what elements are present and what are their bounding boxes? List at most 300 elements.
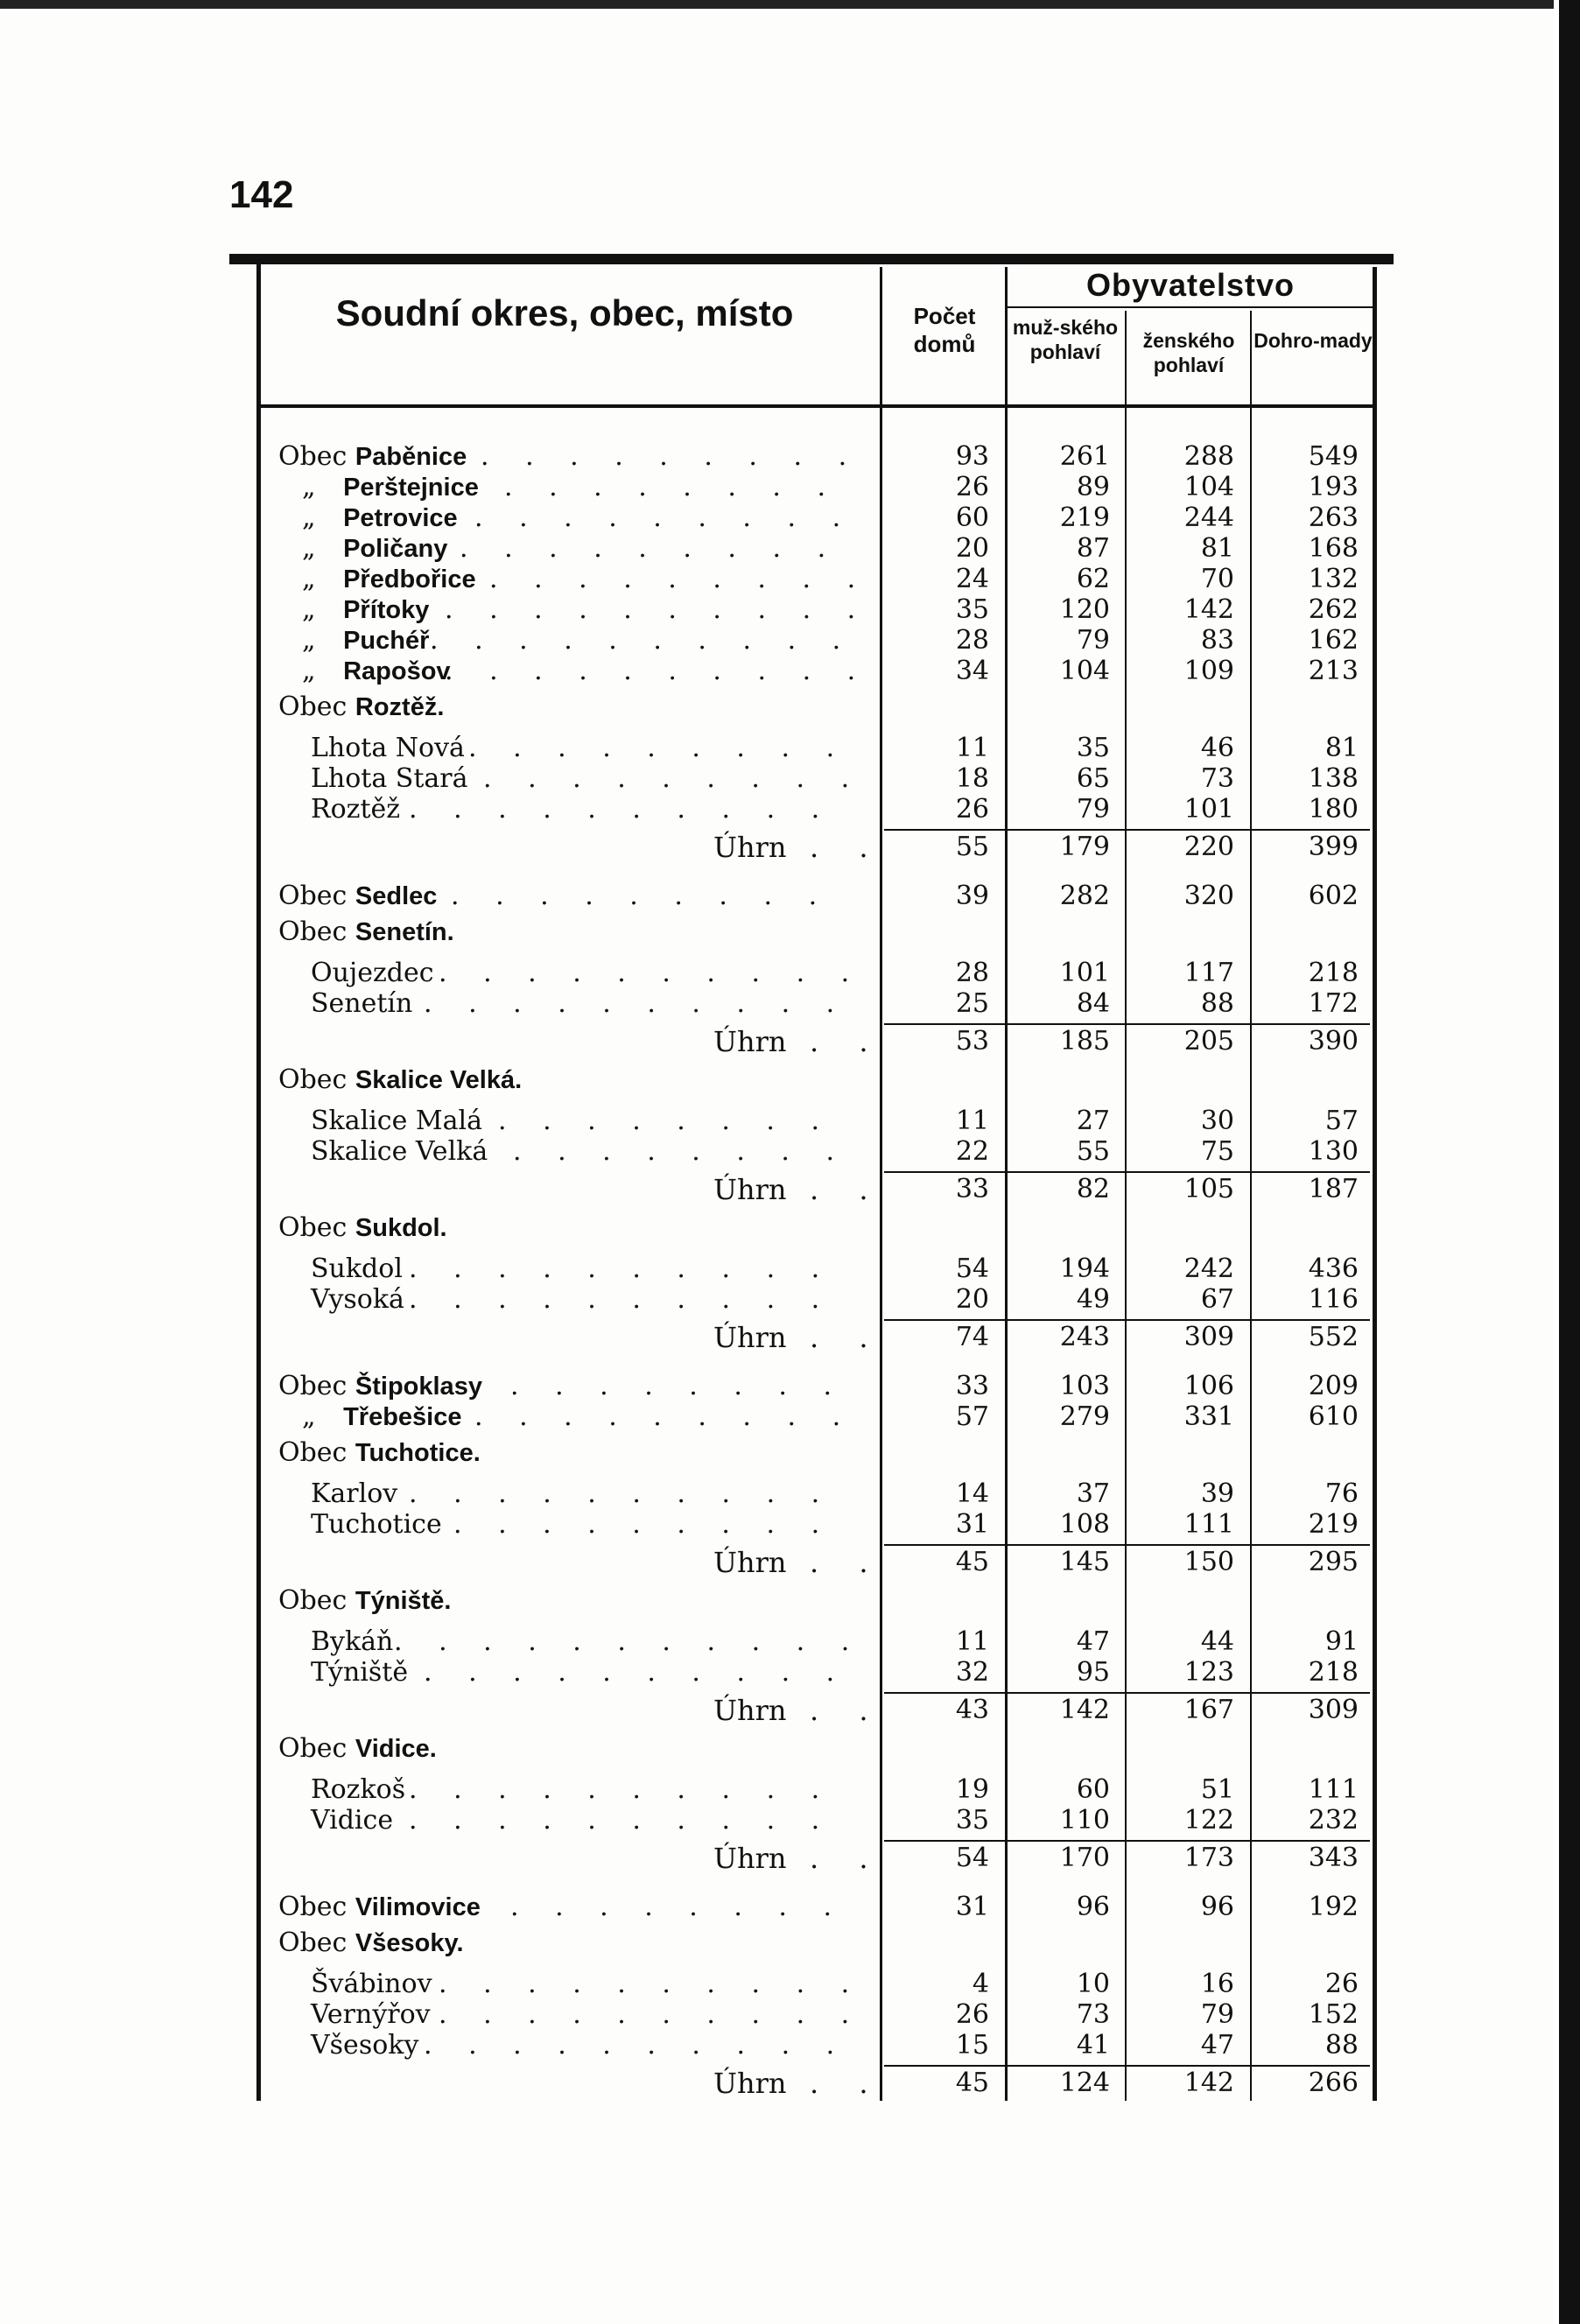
houses-value: 34 bbox=[955, 656, 989, 686]
row-prefix: Obec bbox=[278, 1927, 355, 1958]
leader-dots: . . . . . . . . . . bbox=[439, 958, 864, 988]
male-value: 87 bbox=[1076, 533, 1110, 564]
houses-value: 22 bbox=[955, 1136, 989, 1167]
row-prefix: Obec bbox=[278, 916, 355, 947]
table-row bbox=[0, 1806, 1580, 1836]
leader-dots: . . . . . . . . bbox=[513, 1137, 849, 1167]
houses-value: 93 bbox=[955, 441, 989, 472]
female-value: 104 bbox=[1183, 472, 1234, 502]
row-prefix: „ bbox=[302, 594, 325, 625]
row-label bbox=[302, 626, 429, 656]
leader-dots: . . . . . . . . . . . bbox=[394, 1627, 864, 1657]
place-name: Puchéř bbox=[343, 627, 430, 655]
houses-value: 26 bbox=[955, 1999, 989, 2030]
houses-value: 14 bbox=[955, 1478, 989, 1509]
table-row bbox=[0, 1479, 1580, 1509]
place-name: Všesoky. bbox=[355, 1929, 464, 1957]
houses-value: 11 bbox=[955, 733, 989, 763]
table-row bbox=[0, 795, 1580, 825]
group-row bbox=[0, 1438, 1580, 1468]
female-value: 122 bbox=[1183, 1805, 1234, 1836]
total-label: Úhrn bbox=[713, 1321, 787, 1354]
total-value: 192 bbox=[1308, 1892, 1359, 1922]
row-prefix: Obec bbox=[278, 881, 355, 911]
female-value: 73 bbox=[1200, 763, 1234, 794]
table-top-rule bbox=[229, 254, 1394, 264]
male-value: 108 bbox=[1059, 1509, 1110, 1540]
houses-value: 35 bbox=[955, 594, 989, 625]
houses-value: 19 bbox=[955, 1774, 989, 1805]
houses-value: 26 bbox=[955, 794, 989, 825]
leader-dots: . . . . . . . . . . bbox=[439, 1969, 864, 1999]
male-value: 243 bbox=[1059, 1322, 1110, 1352]
sum-rule bbox=[884, 2065, 1370, 2067]
male-value: 261 bbox=[1059, 441, 1110, 472]
total-value: 436 bbox=[1308, 1253, 1359, 1284]
sum-rule bbox=[884, 1171, 1370, 1173]
row-prefix: „ bbox=[302, 502, 325, 533]
place-name: Švábinov bbox=[311, 1969, 432, 1999]
female-value: 67 bbox=[1200, 1284, 1234, 1315]
place-name: Skalice Velká. bbox=[355, 1066, 523, 1094]
male-value: 35 bbox=[1076, 733, 1110, 763]
total-row bbox=[0, 2068, 1580, 2098]
female-value: 331 bbox=[1183, 1401, 1234, 1432]
total-value: 88 bbox=[1324, 2030, 1359, 2061]
column-header-place: Soudní okres, obec, místo bbox=[335, 292, 794, 334]
place-name: Tuchotice. bbox=[355, 1439, 481, 1467]
houses-value: 53 bbox=[955, 1026, 989, 1057]
male-value: 219 bbox=[1059, 502, 1110, 533]
leader-dots: . . bbox=[810, 831, 884, 864]
row-prefix: Obec bbox=[278, 1371, 355, 1401]
female-value: 96 bbox=[1200, 1892, 1234, 1922]
total-label: Úhrn bbox=[713, 1173, 787, 1206]
total-label: Úhrn bbox=[713, 1025, 787, 1058]
sum-rule bbox=[884, 829, 1370, 831]
group-row bbox=[0, 1734, 1580, 1764]
page-number: 142 bbox=[229, 173, 294, 216]
male-value: 124 bbox=[1059, 2068, 1110, 2098]
female-value: 320 bbox=[1183, 881, 1234, 911]
row-label bbox=[278, 1372, 482, 1401]
leader-dots: . . . . . . . . . . bbox=[424, 2031, 849, 2061]
male-value: 120 bbox=[1059, 594, 1110, 625]
row-prefix: Obec bbox=[278, 441, 355, 472]
female-value: 44 bbox=[1200, 1626, 1234, 1657]
table-row bbox=[0, 565, 1580, 594]
table-row bbox=[0, 734, 1580, 763]
total-value: 91 bbox=[1324, 1626, 1359, 1657]
male-value: 73 bbox=[1076, 1999, 1110, 2030]
leader-dots: . . . . . . . . . bbox=[474, 503, 855, 533]
female-value: 150 bbox=[1183, 1547, 1234, 1577]
sum-rule bbox=[884, 1544, 1370, 1546]
table-row bbox=[0, 473, 1580, 502]
female-value: 220 bbox=[1183, 832, 1234, 862]
female-value: 242 bbox=[1183, 1253, 1234, 1284]
row-label bbox=[278, 1438, 481, 1468]
leader-dots: . . . . . . . . . . bbox=[409, 795, 834, 825]
total-value: 218 bbox=[1308, 1657, 1359, 1688]
total-value: 213 bbox=[1308, 656, 1359, 686]
houses-value: 55 bbox=[955, 832, 989, 862]
total-value: 168 bbox=[1308, 533, 1359, 564]
male-value: 10 bbox=[1076, 1969, 1110, 1999]
place-name: Lhota Stará bbox=[311, 763, 468, 794]
total-value: 180 bbox=[1308, 794, 1359, 825]
male-value: 194 bbox=[1059, 1253, 1110, 1284]
place-name: Sukdol. bbox=[355, 1214, 447, 1242]
row-label bbox=[278, 1586, 451, 1616]
total-value: 549 bbox=[1308, 441, 1359, 472]
table-row bbox=[0, 503, 1580, 533]
total-value: 26 bbox=[1324, 1969, 1359, 1999]
table-row bbox=[0, 442, 1580, 472]
houses-value: 35 bbox=[955, 1805, 989, 1836]
total-value: 187 bbox=[1308, 1174, 1359, 1204]
place-name: Štipoklasy bbox=[355, 1373, 482, 1401]
row-prefix: Obec bbox=[278, 1733, 355, 1764]
total-label: Úhrn bbox=[713, 1546, 787, 1579]
column-header-male: muž-ského pohlaví bbox=[1012, 316, 1119, 363]
row-prefix: Obec bbox=[278, 1585, 355, 1616]
female-value: 106 bbox=[1183, 1371, 1234, 1401]
total-value: 390 bbox=[1308, 1026, 1359, 1057]
place-name: Vidice. bbox=[355, 1735, 437, 1763]
houses-value: 39 bbox=[955, 881, 989, 911]
houses-value: 28 bbox=[955, 625, 989, 656]
total-value: 116 bbox=[1308, 1284, 1359, 1315]
leader-dots: . . . . . . . . . . bbox=[409, 1285, 834, 1315]
total-row bbox=[0, 1548, 1580, 1577]
houses-value: 20 bbox=[955, 533, 989, 564]
total-row bbox=[0, 1027, 1580, 1057]
leader-dots: . . bbox=[810, 1694, 884, 1727]
female-value: 51 bbox=[1200, 1774, 1234, 1805]
table-row bbox=[0, 989, 1580, 1019]
leader-dots: . . . . . . . . . bbox=[451, 881, 832, 911]
houses-value: 32 bbox=[955, 1657, 989, 1688]
table-row bbox=[0, 534, 1580, 564]
houses-value: 45 bbox=[955, 2068, 989, 2098]
male-value: 49 bbox=[1076, 1284, 1110, 1315]
place-name: Všesoky bbox=[311, 2030, 419, 2061]
place-name: Bykáň bbox=[311, 1626, 394, 1657]
leader-dots: . . . . . . . . . . bbox=[439, 2000, 864, 2030]
female-value: 30 bbox=[1200, 1106, 1234, 1136]
houses-value: 43 bbox=[955, 1695, 989, 1725]
houses-value: 31 bbox=[955, 1509, 989, 1540]
male-value: 62 bbox=[1076, 564, 1110, 594]
total-label: Úhrn bbox=[713, 831, 787, 864]
total-value: 602 bbox=[1308, 881, 1359, 911]
table-row bbox=[0, 1775, 1580, 1805]
total-value: 209 bbox=[1308, 1371, 1359, 1401]
place-name: Rozkoš bbox=[311, 1774, 406, 1805]
place-name: Přítoky bbox=[343, 596, 430, 624]
row-label bbox=[278, 442, 467, 472]
total-value: 552 bbox=[1308, 1322, 1359, 1352]
leader-dots: . . . . . . . . . . bbox=[409, 1479, 834, 1509]
column-header-female: ženského pohlaví bbox=[1142, 329, 1235, 376]
total-value: 111 bbox=[1308, 1774, 1359, 1805]
total-value: 172 bbox=[1308, 988, 1359, 1019]
sum-rule bbox=[884, 1023, 1370, 1025]
table-row bbox=[0, 881, 1580, 911]
group-row bbox=[0, 917, 1580, 947]
table-row bbox=[0, 656, 1580, 686]
male-value: 47 bbox=[1076, 1626, 1110, 1657]
total-value: 138 bbox=[1308, 763, 1359, 794]
female-value: 167 bbox=[1183, 1695, 1234, 1725]
place-name: Senetín bbox=[311, 988, 413, 1019]
total-label: Úhrn bbox=[713, 1842, 787, 1875]
place-name: Vernýřov bbox=[311, 1999, 431, 2030]
table-row bbox=[0, 764, 1580, 794]
row-label bbox=[278, 692, 444, 722]
male-value: 65 bbox=[1076, 763, 1110, 794]
sum-rule bbox=[884, 1840, 1370, 1842]
place-name: Skalice Malá bbox=[311, 1106, 482, 1136]
place-name: Roztěž bbox=[311, 794, 401, 825]
total-value: 76 bbox=[1324, 1478, 1359, 1509]
male-value: 82 bbox=[1076, 1174, 1110, 1204]
place-name: Perštejnice bbox=[343, 474, 479, 502]
group-header-rule bbox=[1007, 306, 1374, 308]
total-value: 343 bbox=[1308, 1843, 1359, 1873]
leader-dots: . . . . . . . . bbox=[510, 1892, 846, 1922]
male-value: 27 bbox=[1076, 1106, 1110, 1136]
leader-dots: . . bbox=[810, 2067, 884, 2100]
place-name: Předbořice bbox=[343, 565, 476, 593]
male-value: 37 bbox=[1076, 1478, 1110, 1509]
female-value: 83 bbox=[1200, 625, 1234, 656]
female-value: 205 bbox=[1183, 1026, 1234, 1057]
total-value: 57 bbox=[1324, 1106, 1359, 1136]
leader-dots: . . bbox=[810, 1321, 884, 1354]
table-row bbox=[0, 1254, 1580, 1284]
leader-dots: . . bbox=[810, 1173, 884, 1206]
leader-dots: . . . . . . . . bbox=[504, 473, 840, 502]
group-row bbox=[0, 1213, 1580, 1243]
group-row bbox=[0, 1586, 1580, 1616]
table-row bbox=[0, 1372, 1580, 1401]
leader-dots: . . . . . . . . . . bbox=[409, 1775, 834, 1805]
place-name: Petrovice bbox=[343, 504, 458, 532]
column-header-houses: Počet domů bbox=[913, 303, 976, 357]
leader-dots: . . . . . . . . . bbox=[489, 565, 870, 594]
row-prefix: Obec bbox=[278, 692, 355, 722]
row-label bbox=[278, 1213, 447, 1243]
total-value: 130 bbox=[1308, 1136, 1359, 1167]
houses-value: 26 bbox=[955, 472, 989, 502]
female-value: 101 bbox=[1183, 794, 1234, 825]
leader-dots: . . . . . . . . . bbox=[483, 764, 864, 794]
group-row bbox=[0, 1928, 1580, 1958]
place-name: Skalice Velká bbox=[311, 1136, 488, 1167]
place-name: Týniště. bbox=[355, 1587, 452, 1615]
female-value: 109 bbox=[1183, 656, 1234, 686]
houses-value: 11 bbox=[955, 1626, 989, 1657]
place-name: Sedlec bbox=[355, 882, 438, 910]
row-label bbox=[278, 1892, 481, 1922]
houses-value: 4 bbox=[972, 1969, 989, 1999]
total-label: Úhrn bbox=[713, 1694, 787, 1727]
total-value: 132 bbox=[1308, 564, 1359, 594]
place-name: Vidice bbox=[311, 1805, 394, 1836]
houses-value: 18 bbox=[955, 763, 989, 794]
total-value: 218 bbox=[1308, 958, 1359, 988]
leader-dots: . . . . . . . . . . bbox=[424, 1658, 849, 1688]
place-name: Tuchotice bbox=[311, 1509, 442, 1540]
sum-rule bbox=[884, 1692, 1370, 1694]
total-value: 219 bbox=[1308, 1509, 1359, 1540]
table-row bbox=[0, 1892, 1580, 1922]
leader-dots: . . . . . . . . . . bbox=[424, 989, 849, 1019]
total-value: 610 bbox=[1308, 1401, 1359, 1432]
male-value: 95 bbox=[1076, 1657, 1110, 1688]
female-value: 244 bbox=[1183, 502, 1234, 533]
total-row bbox=[0, 1843, 1580, 1873]
leader-dots: . . . . . . . . . . bbox=[409, 1254, 834, 1284]
row-label bbox=[278, 881, 437, 911]
female-value: 88 bbox=[1200, 988, 1234, 1019]
total-value: 263 bbox=[1308, 502, 1359, 533]
row-label bbox=[302, 565, 476, 594]
male-value: 96 bbox=[1076, 1892, 1110, 1922]
houses-value: 60 bbox=[955, 502, 989, 533]
female-value: 142 bbox=[1183, 594, 1234, 625]
leader-dots: . . . . . . . . bbox=[498, 1106, 834, 1136]
leader-dots: . . . . . . . . . bbox=[481, 442, 861, 472]
male-value: 84 bbox=[1076, 988, 1110, 1019]
houses-value: 25 bbox=[955, 988, 989, 1019]
male-value: 79 bbox=[1076, 625, 1110, 656]
total-value: 81 bbox=[1324, 733, 1359, 763]
table-row bbox=[0, 1658, 1580, 1688]
total-value: 162 bbox=[1308, 625, 1359, 656]
male-value: 60 bbox=[1076, 1774, 1110, 1805]
female-value: 46 bbox=[1200, 733, 1234, 763]
total-value: 262 bbox=[1308, 594, 1359, 625]
place-name: Poličany bbox=[343, 535, 448, 563]
male-value: 279 bbox=[1059, 1401, 1110, 1432]
column-header-total: Dohro-mady bbox=[1253, 329, 1373, 352]
houses-value: 20 bbox=[955, 1284, 989, 1315]
houses-value: 54 bbox=[955, 1843, 989, 1873]
row-prefix: „ bbox=[302, 625, 325, 656]
total-value: 193 bbox=[1308, 472, 1359, 502]
table-row bbox=[0, 595, 1580, 625]
header-bottom-rule bbox=[256, 404, 1377, 408]
place-name: Rapošov bbox=[343, 657, 451, 685]
place-name: Vysoká bbox=[311, 1284, 404, 1315]
row-label bbox=[278, 917, 454, 947]
houses-value: 33 bbox=[955, 1174, 989, 1204]
row-prefix: „ bbox=[302, 472, 325, 502]
female-value: 39 bbox=[1200, 1478, 1234, 1509]
table-row bbox=[0, 958, 1580, 988]
total-value: 399 bbox=[1308, 832, 1359, 862]
houses-value: 74 bbox=[955, 1322, 989, 1352]
leader-dots: . . . . . . . . . bbox=[453, 1510, 834, 1540]
row-label bbox=[302, 503, 458, 533]
male-value: 110 bbox=[1059, 1805, 1110, 1836]
row-prefix: „ bbox=[302, 533, 325, 564]
row-prefix: „ bbox=[302, 564, 325, 594]
table-row bbox=[0, 2000, 1580, 2030]
houses-value: 54 bbox=[955, 1253, 989, 1284]
male-value: 79 bbox=[1076, 794, 1110, 825]
place-name: Lhota Nová bbox=[311, 733, 465, 763]
leader-dots: . . . . . . . . . . bbox=[445, 656, 870, 686]
female-value: 111 bbox=[1183, 1509, 1234, 1540]
female-value: 142 bbox=[1183, 2068, 1234, 2098]
female-value: 123 bbox=[1183, 1657, 1234, 1688]
male-value: 282 bbox=[1059, 881, 1110, 911]
male-value: 185 bbox=[1059, 1026, 1110, 1057]
houses-value: 11 bbox=[955, 1106, 989, 1136]
table-row bbox=[0, 1285, 1580, 1315]
female-value: 105 bbox=[1183, 1174, 1234, 1204]
row-label bbox=[302, 473, 479, 502]
row-prefix: Obec bbox=[278, 1064, 355, 1095]
group-row bbox=[0, 692, 1580, 722]
group-row bbox=[0, 1065, 1580, 1095]
male-value: 170 bbox=[1059, 1843, 1110, 1873]
table-row bbox=[0, 626, 1580, 656]
leader-dots: . . . . . . . . . . bbox=[430, 626, 855, 656]
place-name: Paběnice bbox=[355, 443, 467, 471]
row-label bbox=[278, 1928, 464, 1958]
row-label bbox=[278, 1734, 437, 1764]
scan-edge-top bbox=[0, 0, 1580, 9]
houses-value: 15 bbox=[955, 2030, 989, 2061]
table-row bbox=[0, 1137, 1580, 1167]
leader-dots: . . bbox=[810, 1025, 884, 1058]
total-value: 152 bbox=[1308, 1999, 1359, 2030]
female-value: 75 bbox=[1200, 1136, 1234, 1167]
female-value: 16 bbox=[1200, 1969, 1234, 1999]
leader-dots: . . bbox=[810, 1842, 884, 1875]
table-row bbox=[0, 1969, 1580, 1999]
place-name: Vilimovice bbox=[355, 1893, 481, 1921]
houses-value: 28 bbox=[955, 958, 989, 988]
male-value: 179 bbox=[1059, 832, 1110, 862]
male-value: 55 bbox=[1076, 1136, 1110, 1167]
place-name: Týniště bbox=[311, 1657, 409, 1688]
table-row bbox=[0, 1402, 1580, 1432]
female-value: 309 bbox=[1183, 1322, 1234, 1352]
place-name: Karlov bbox=[311, 1478, 398, 1509]
female-value: 70 bbox=[1200, 564, 1234, 594]
sum-rule bbox=[884, 1319, 1370, 1321]
place-name: Třebešice bbox=[343, 1403, 462, 1431]
houses-value: 24 bbox=[955, 564, 989, 594]
row-prefix: Obec bbox=[278, 1437, 355, 1468]
table-row bbox=[0, 1510, 1580, 1540]
total-row bbox=[0, 1175, 1580, 1204]
place-name: Oujezdec bbox=[311, 958, 434, 988]
male-value: 41 bbox=[1076, 2030, 1110, 2061]
male-value: 142 bbox=[1059, 1695, 1110, 1725]
houses-value: 33 bbox=[955, 1371, 989, 1401]
total-value: 295 bbox=[1308, 1547, 1359, 1577]
row-label bbox=[302, 1402, 462, 1432]
houses-value: 57 bbox=[955, 1401, 989, 1432]
row-prefix: „ bbox=[302, 1401, 325, 1432]
